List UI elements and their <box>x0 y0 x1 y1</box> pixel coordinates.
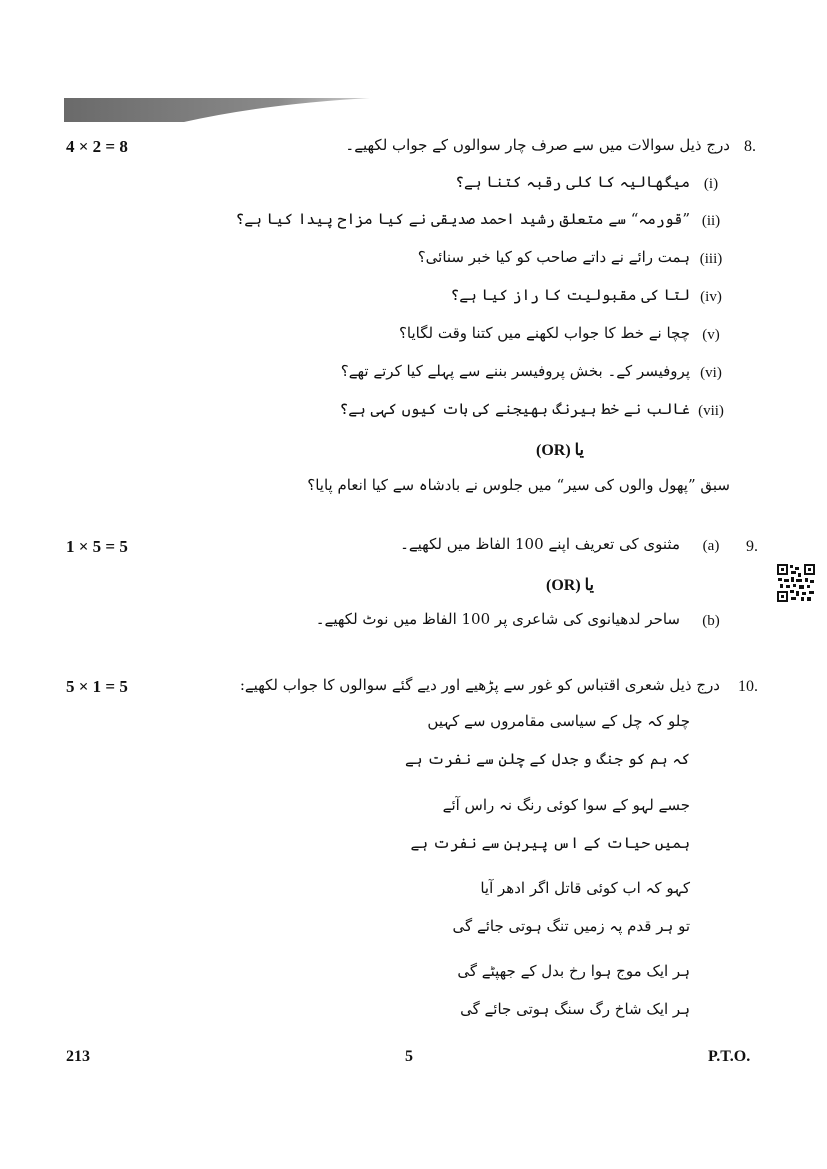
q9-part-a-text: مثنوی کی تعریف اپنے 100 الفاظ میں لکھیے۔ <box>400 535 680 553</box>
q8-item-text: پروفیسر کے۔ بخش پروفیسر بننے سے پہلے کیا کرتے تھے؟ <box>340 362 690 380</box>
q10-marks: 5 × 1 = 5 <box>66 677 128 696</box>
poem-line: ہمیں حیات کے اس پیرہن سے نفرت ہے <box>410 834 690 852</box>
paper-code: 213 <box>66 1048 90 1065</box>
q8-number: 8. <box>744 138 756 155</box>
poem-line: کہ ہم کو جنگ و جدل کے چلن سے نفرت ہے <box>405 750 690 768</box>
q8-item-label: (iv) <box>700 289 722 305</box>
poem-line: ہر ایک موج ہوا رخ بدل کے جھپٹے گی <box>457 962 690 980</box>
poem-line: کہو کہ اب کوئی قاتل اگر ادھر آیا <box>480 879 690 897</box>
qr-code-image <box>776 563 816 603</box>
q8-item-text: لتا کی مقبولیت کا راز کیا ہے؟ <box>450 286 690 304</box>
q9-number: 9. <box>746 538 758 555</box>
q9-marks: 1 × 5 = 5 <box>66 537 128 556</box>
q8-item-label: (vi) <box>700 365 722 381</box>
header-swoosh <box>64 96 374 126</box>
q9-part-a-label: (a) <box>702 538 720 554</box>
q8-item-text: ”قورمہ“ سے متعلق رشید احمد صدیقی نے کیا مزاح پیدا کیا ہے؟ <box>235 210 690 228</box>
q8-or-label: یا (OR) <box>536 442 584 459</box>
q8-item-text: غالب نے خط بیرنگ بھیجنے کی بات کیوں کہی ہے؟ <box>339 400 690 418</box>
page-number: 5 <box>405 1048 413 1065</box>
q8-item-label: (iii) <box>699 251 723 267</box>
q9-or-label: یا (OR) <box>546 577 594 594</box>
please-turn-over: P.T.O. <box>708 1048 751 1065</box>
q10-instruction: درج ذیل شعری اقتباس کو غور سے پڑھیے اور دیے گئے سوالوں کا جواب لکھیے: <box>239 676 720 694</box>
q8-item-text: میگھالیہ کا کلی رقبہ کتنا ہے؟ <box>455 173 690 191</box>
q8-item-text: چچا نے خط کا جواب لکھنے میں کتنا وقت لگایا؟ <box>398 324 690 342</box>
q8-item-text: ہمت رائے نے داتے صاحب کو کیا خبر سنائی؟ <box>417 248 690 266</box>
q9-part-b-label: (b) <box>702 613 720 629</box>
q8-item-label: (i) <box>703 176 719 192</box>
poem-line: جسے لہو کے سوا کوئی رنگ نہ راس آئے <box>442 796 690 814</box>
q8-instruction: درج ذیل سوالات میں سے صرف چار سوالوں کے جواب لکھیے۔ <box>345 136 730 154</box>
poem-line: چلو کہ چل کے سیاسی مقامروں سے کہیں <box>427 712 690 730</box>
q8-item-label: (ii) <box>701 213 721 229</box>
poem-line: ہر ایک شاخ رگ سنگ ہوتی جائے گی <box>460 1000 690 1018</box>
q8-item-label: (vii) <box>698 403 724 419</box>
q9-part-b-text: ساحر لدھیانوی کی شاعری پر 100 الفاظ میں نوٹ لکھیے۔ <box>315 610 680 628</box>
q8-item-label: (v) <box>702 327 720 343</box>
q8-alternative-question: سبق ”پھول والوں کی سیر“ میں جلوس نے بادشاہ سے کیا انعام پایا؟ <box>307 476 730 494</box>
q8-marks: 4 × 2 = 8 <box>66 137 128 156</box>
poem-line: تو ہر قدم پہ زمیں تنگ ہوتی جائے گی <box>452 917 690 935</box>
q10-number: 10. <box>738 678 758 695</box>
